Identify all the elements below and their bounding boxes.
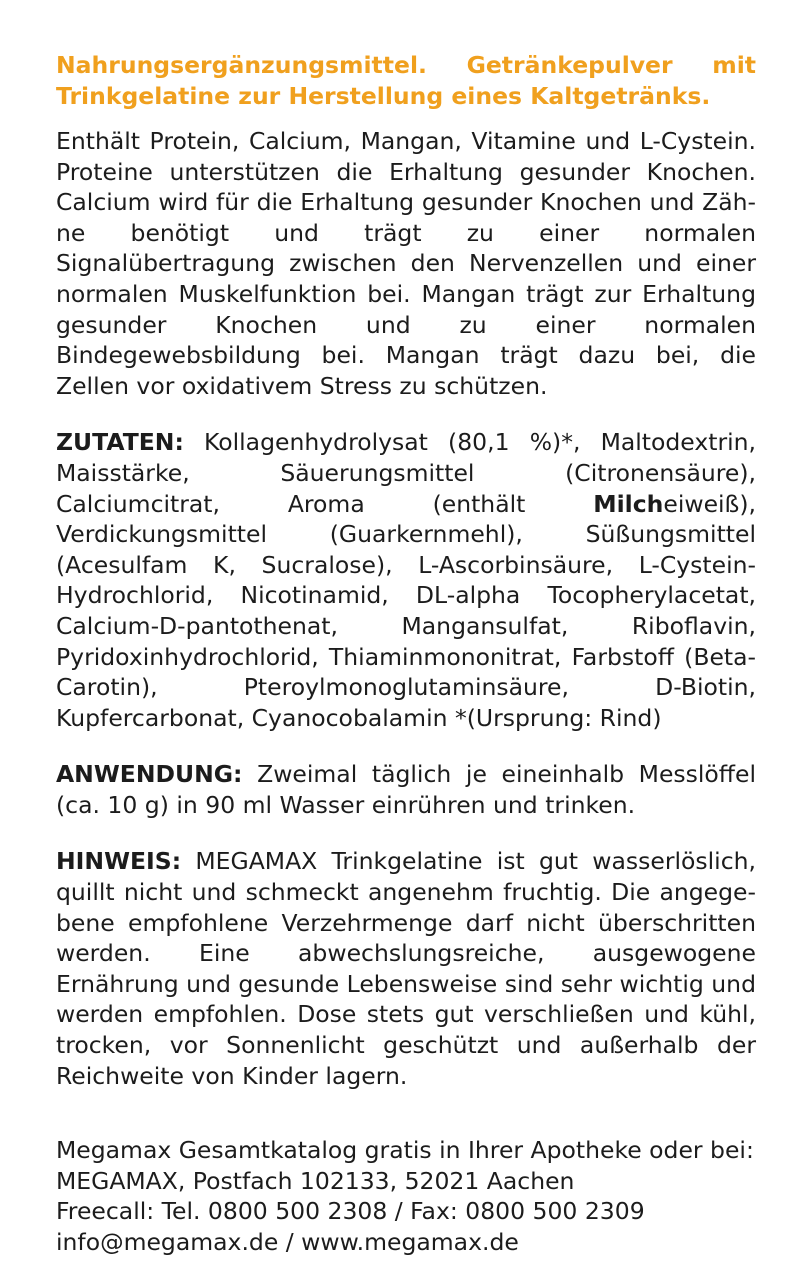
allergen-highlight: Milch [593, 489, 664, 518]
ingredients-text-after: eiweiß), Verdickungsmittel (Guarkernmehl), Süßungsmittel (Acesulfam K, Sucralose), L-Ascorbinsäure, L-Cystein-Hydrochlorid, Nicotinamid, DL-alpha Tocopherylacetat, Calcium-D-pantothenat, Mangansulfat, Riboflavin, Pyridoxinhydrochlorid, Thiaminmononitrat, Farbstoff (Beta-Carotin), Pteroylmonoglutaminsäure, D-Biotin, Kupfercarbonat, Cyanocobalamin *(Ursprung: Rind) [56, 489, 756, 732]
product-headline: Nahrungsergänzungsmittel. Getränkepulver mit Trinkgelatine zur Herstellung eines Kaltgetränks. [56, 51, 756, 110]
phone-fax-line: Freecall: Tel. 0800 500 2308 / Fax: 0800 500 2309 [56, 1197, 645, 1226]
notice-paragraph [56, 846, 756, 1091]
usage-text: Zweimal täglich je eineinhalb Messlöffel (ca. 10 g) in 90 ml Wasser einrühren und trinken. [56, 760, 756, 819]
catalog-line: Megamax Gesamtkatalog gratis in Ihrer Apotheke oder bei: [56, 1136, 754, 1165]
email-web-line: info@megamax.de / www.megamax.de [56, 1228, 519, 1256]
ingredients-label: ZUTATEN: [56, 428, 184, 457]
ingredients-paragraph [56, 427, 756, 733]
usage-label: ANWENDUNG: [56, 760, 243, 789]
usage-paragraph [56, 759, 756, 820]
notice-text: MEGAMAX Trinkgelatine ist gut wasserlöslich, quillt nicht und schmeckt angenehm fruchtig. Die angegebene empfohlene Verzehrmenge darf nicht überschritten werden. Eine abwechslungsreiche, ausgewogene Ernährung und gesunde Lebensweise sind sehr wichtig und werden empfohlen. Dose stets gut verschließen und kühl, trocken, vor Sonnenlicht geschützt und außerhalb der Reichweite von Kinder lagern. [56, 847, 756, 1090]
product-label-text [56, 50, 756, 1258]
notice-label: HINWEIS: [56, 847, 182, 876]
address-line: MEGAMAX, Postfach 102133, 52021 Aachen [56, 1166, 575, 1195]
contact-block [56, 1135, 756, 1257]
ingredients-text-before: Kollagenhydrolysat (80,1 %)*, Maltodextrin, Maisstärke, Säuerungsmittel (Citronensäure), Calciumcitrat, Aroma (enthält [56, 428, 756, 518]
intro-paragraph: Enthält Protein, Calcium, Mangan, Vitamine und L-Cystein. Proteine unterstützen die Erhaltung gesunder Knochen. Calcium wird für die Erhaltung gesunder Knochen und Zähne benötigt und trägt zu einer normalen Signalübertragung zwischen den Nervenzellen und einer normalen Muskelfunktion bei. Mangan trägt zur Erhaltung gesunder Knochen und zu einer normalen Bindegewebsbildung bei. Mangan trägt dazu bei, die Zellen vor oxidativem Stress zu schützen. [56, 127, 756, 400]
